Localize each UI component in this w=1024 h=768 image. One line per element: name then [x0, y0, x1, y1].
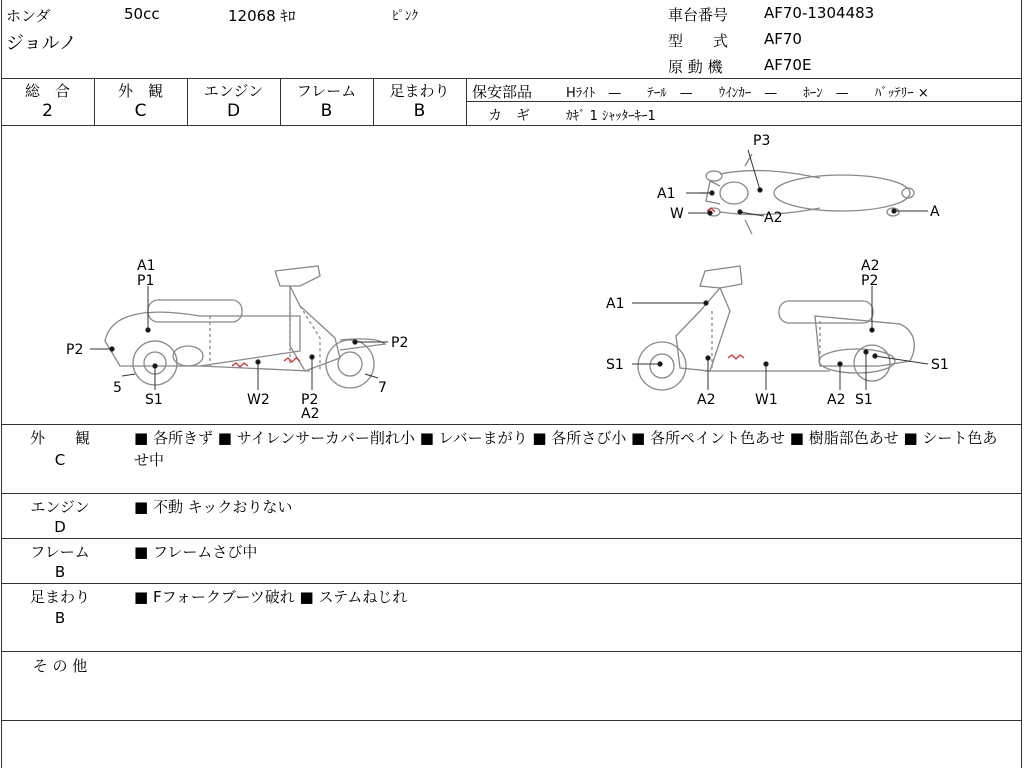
label-right-s1c: S1: [855, 392, 873, 408]
scooter-damage-diagram: [0, 126, 1024, 424]
grade-top-line: [1, 78, 1022, 79]
section-divider: [1, 720, 1022, 721]
grade-suspension-label: 足まわり: [389, 82, 450, 100]
section-grade: C: [54, 451, 66, 469]
section-grade: B: [54, 609, 66, 627]
key-label: カ ギ: [488, 108, 530, 124]
section-text: ■ 各所きず ■ サイレンサーカバー削れ小 ■ レバーまがり ■ 各所さび小 ■ 各所ペイント色あせ ■ 樹脂部色あせ ■ シート色あせ中: [134, 429, 998, 469]
section-title: エンジン: [30, 498, 90, 516]
grade-suspension-value: B: [413, 101, 426, 121]
label-top-a: A: [930, 204, 940, 220]
grade-frame-value: B: [320, 101, 333, 121]
grade-total-value: 2: [42, 101, 53, 121]
scooter-top-view: [700, 154, 914, 234]
type-label: 型 式: [668, 32, 729, 50]
label-right-a2b: A2: [827, 392, 846, 408]
section-title: 足まわり: [29, 588, 90, 606]
label-right-s1b: S1: [931, 357, 949, 373]
grade-exterior-value: C: [134, 101, 147, 121]
label-left-p1: P1: [137, 273, 155, 289]
type-value: AF70: [764, 30, 802, 48]
label-right-p2: P2: [861, 273, 879, 289]
section-text: ■ 不動 キックおりない: [134, 498, 293, 516]
damage-mark: [284, 358, 300, 362]
section-grade: D: [54, 518, 66, 536]
chassis-label: 車台番号: [668, 6, 729, 24]
chassis-value: AF70-1304483: [764, 4, 875, 22]
damage-mark: [728, 355, 744, 359]
label-left-a2: A2: [301, 406, 320, 422]
label-right-a2-top: A2: [861, 258, 880, 274]
label-top-a1: A1: [657, 186, 676, 202]
color: ﾋﾟﾝｸ: [392, 9, 418, 24]
label-left-w2: W2: [247, 392, 270, 408]
model-name: ジョルノ: [6, 33, 77, 54]
section-text: ■ Fフォークブーツ破れ ■ ステムねじれ: [134, 588, 408, 606]
label-left-a1: A1: [137, 258, 156, 274]
grade-exterior-label: 外 観: [117, 82, 163, 100]
label-left-s1: S1: [145, 392, 163, 408]
section-divider: [1, 493, 1022, 494]
grade-engine-label: エンジン: [203, 82, 264, 100]
label-left-p2b: P2: [391, 335, 409, 351]
safety-items: Hﾗｲﾄ — ﾃｰﾙ — ｳｲﾝｶｰ — ﾎｰﾝ — ﾊﾞｯﾃﾘｰ ×: [566, 86, 929, 101]
scooter-outlines: [105, 154, 914, 390]
grade-engine-value: D: [226, 101, 241, 121]
label-top-p3: P3: [753, 133, 771, 149]
remarks-top-line: [1, 424, 1022, 425]
leader-lines: [90, 150, 928, 390]
safety-mid-line: [466, 101, 1022, 102]
section-grade: B: [54, 563, 66, 581]
section-divider: [1, 538, 1022, 539]
displacement: 50cc: [124, 5, 160, 23]
label-top-w: W: [670, 206, 684, 222]
engine-value: AF70E: [764, 56, 812, 74]
label-right-w1: W1: [755, 392, 778, 408]
label-right-s1a: S1: [606, 357, 624, 373]
label-left-p2c: P2: [301, 392, 319, 408]
section-title: 外 観: [29, 429, 90, 447]
section-text: ■ フレームさび中: [134, 543, 258, 561]
label-left-5: 5: [113, 380, 122, 396]
damage-mark: [232, 363, 248, 367]
section-divider: [1, 583, 1022, 584]
grade-total-label: 総 合: [24, 82, 70, 100]
key-value: ｶｷﾞ 1 ｼｬｯﾀｰｷｰ1: [566, 109, 656, 124]
section-divider: [1, 651, 1022, 652]
label-right-a1: A1: [606, 296, 625, 312]
section-title: そ の 他: [32, 657, 88, 675]
safety-label: 保安部品: [472, 83, 533, 101]
mileage: 12068 ｷﾛ: [228, 7, 296, 25]
label-right-a2a: A2: [697, 392, 716, 408]
maker: ホンダ: [6, 7, 51, 25]
engine-label: 原 動 機: [668, 58, 723, 76]
label-left-7: 7: [378, 380, 387, 396]
label-left-p2a: P2: [66, 342, 84, 358]
grade-divider: [466, 78, 467, 125]
section-title: フレーム: [30, 543, 90, 561]
grade-frame-label: フレーム: [296, 82, 357, 100]
label-top-a2: A2: [764, 210, 783, 226]
